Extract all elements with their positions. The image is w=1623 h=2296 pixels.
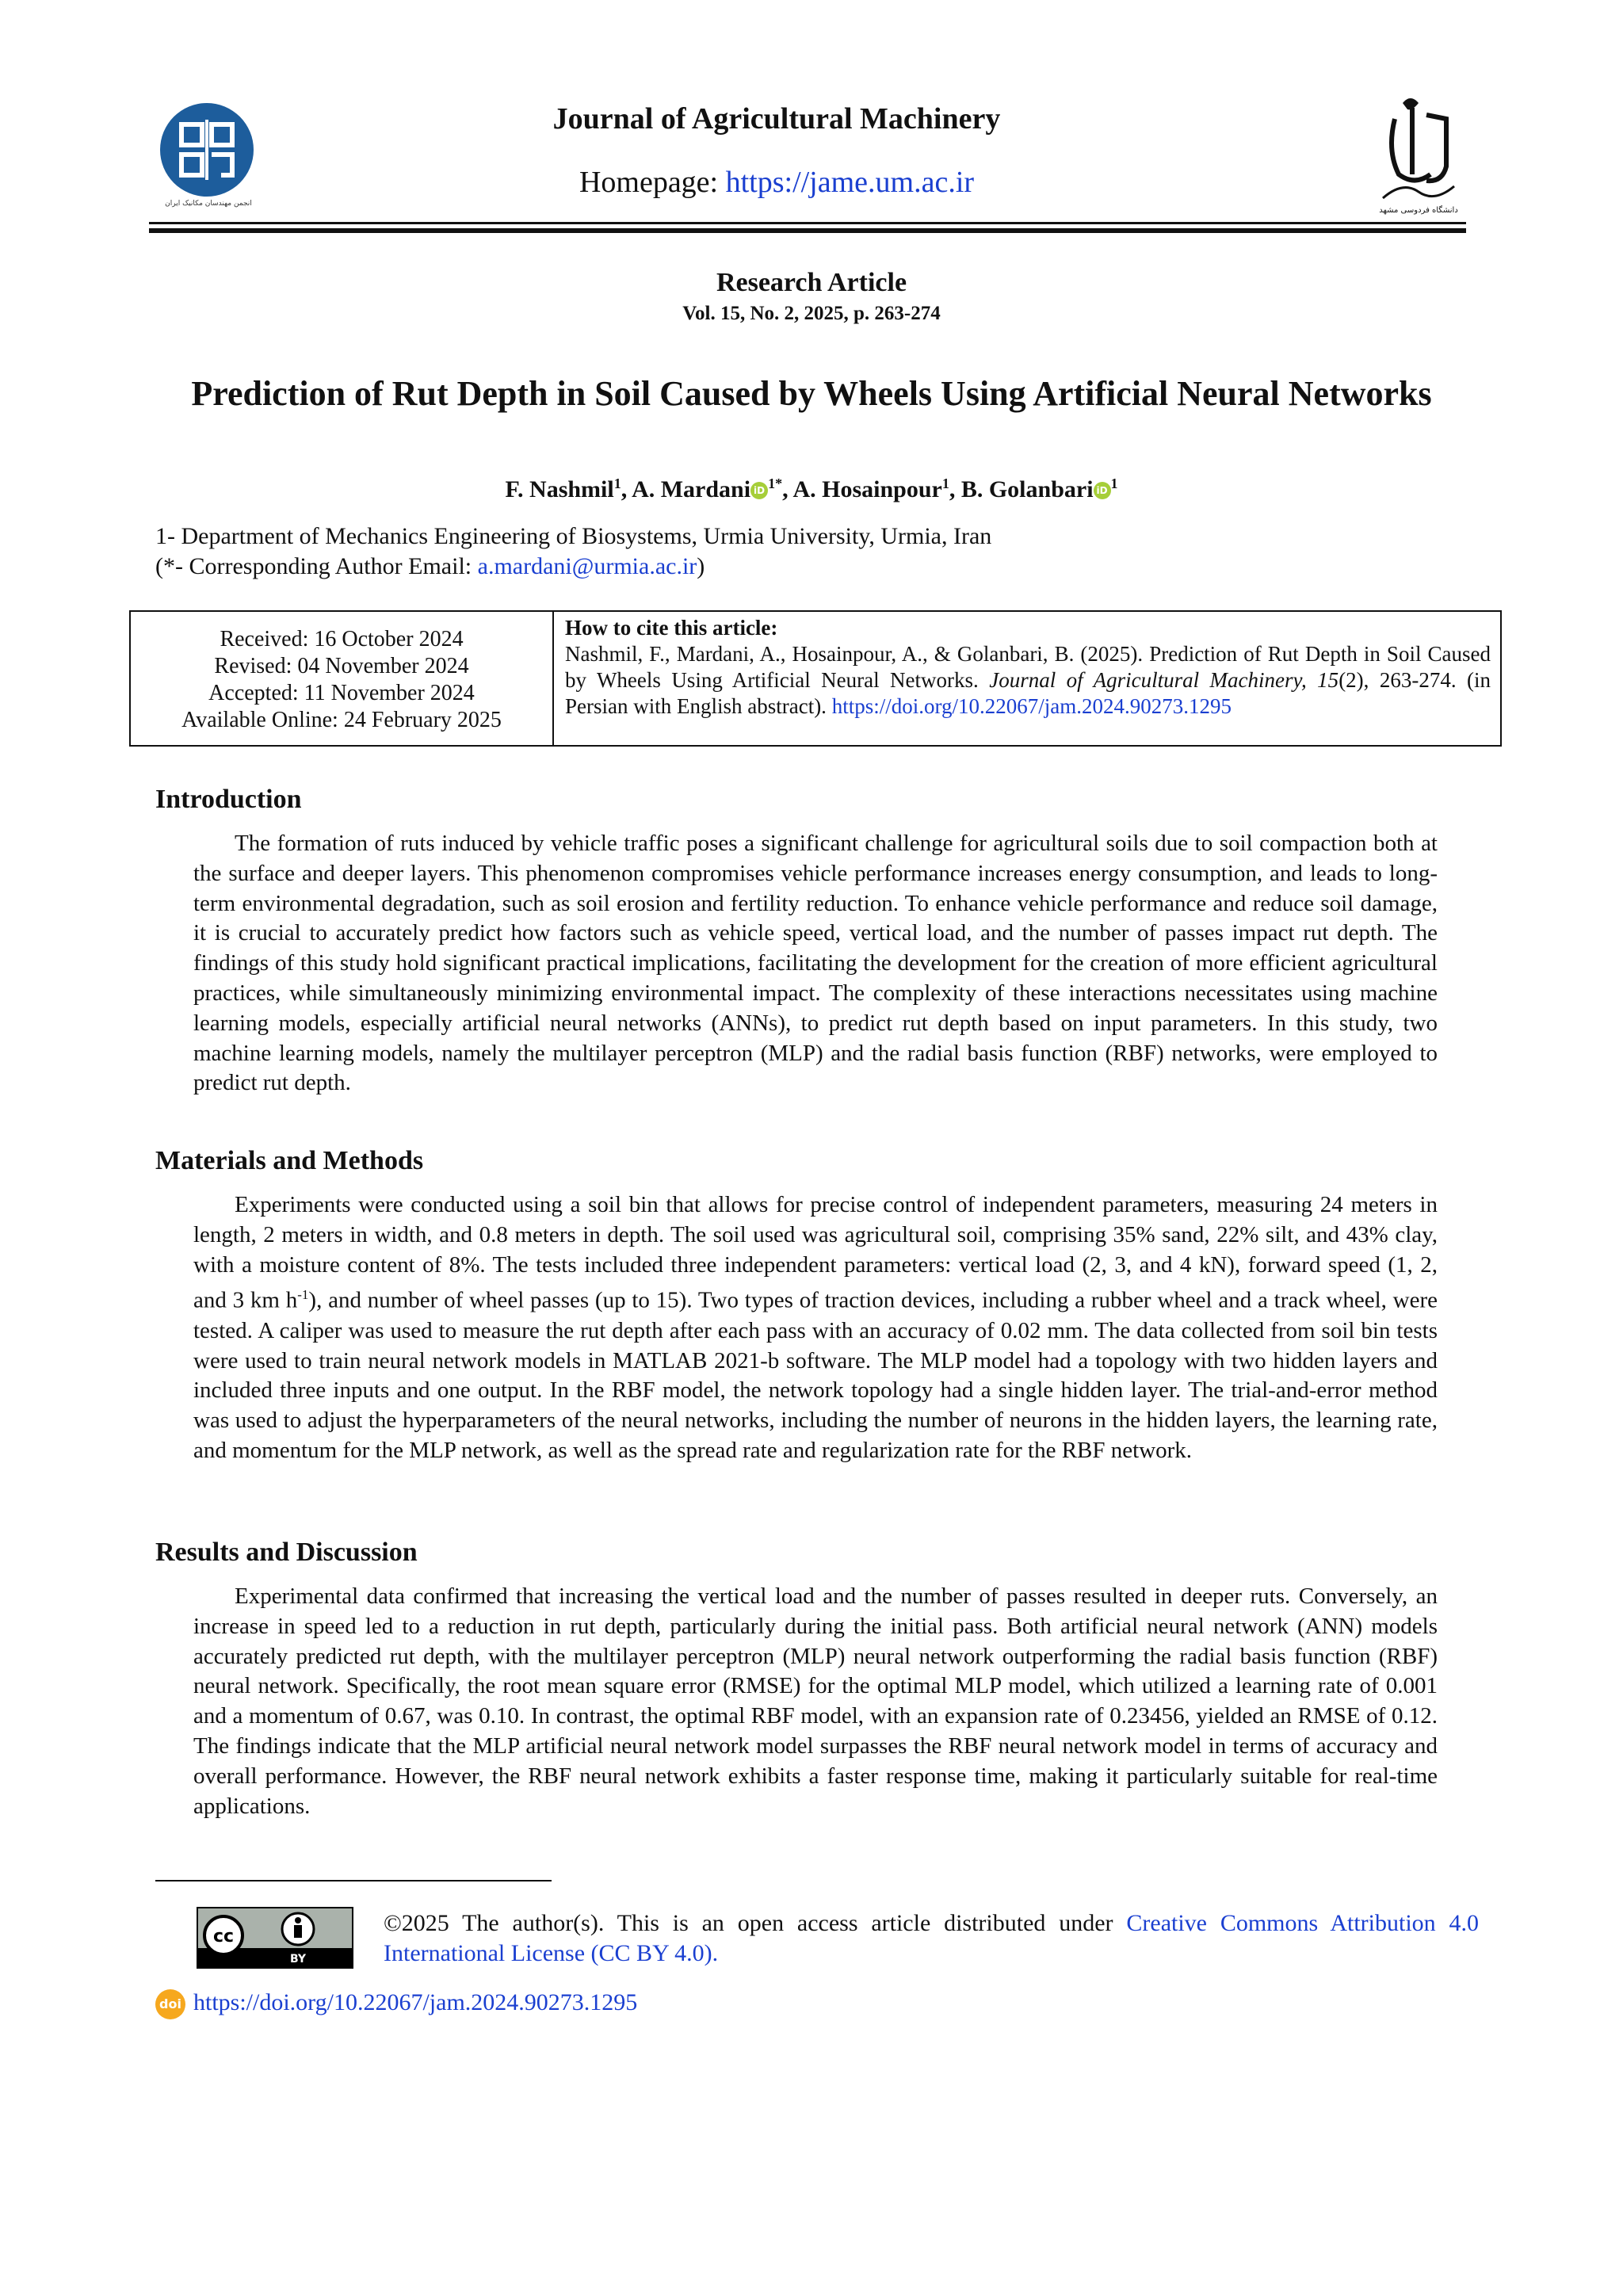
author-affil-mark: 1 — [1110, 476, 1118, 491]
cc-by-icon[interactable] — [197, 1907, 353, 1969]
online-date: Available Online: 24 February 2025 — [181, 708, 502, 732]
citation-doi-link[interactable]: https://doi.org/10.22067/jam.2024.90273.1295 — [831, 694, 1232, 718]
introduction-paragraph: The formation of ruts induced by vehicle traffic poses a significant challenge for agricultural soils due to soil compaction both at the surface and deeper layers. This phenomenon compromises vehicle performance increases energy consumption, and leads to long-term environmental degradation, such as soil erosion and fertility reduction. To enhance vehicle performance and reduce soil damage, it is crucial to accurately predict how factors such as vehicle speed, vertical load, and the number of passes impact rut depth. The findings of this study hold significant practical implications, facilitating the development for the creation of more efficient agricultural practices, while simultaneously minimizing environmental impact. The complexity of these interactions necessitates using machine learning models, especially artificial neural networks (ANNs), to predict rut depth based on input parameters. In this study, two machine learning models, namely the multilayer perceptron (MLP) and the radial basis function (RBF) networks, were employed to predict rut depth. — [193, 831, 1438, 1096]
university-logo-icon — [1371, 87, 1466, 218]
corresponding-author — [155, 552, 991, 582]
section-heading-results: Results and Discussion — [155, 1538, 418, 1567]
received-date: Received: 16 October 2024 — [220, 627, 464, 651]
header-rule-thin — [149, 222, 1466, 224]
affiliation-block — [155, 521, 991, 582]
footnote-rule — [155, 1880, 552, 1881]
accepted-date: Accepted: 11 November 2024 — [208, 681, 475, 705]
author-list: F. Nashmil$^1$, A. Mardani iD $^{1*}$, A. Hosainpour$^1$, B. Golanbari iD $^1$ — [505, 476, 1118, 502]
author-affil-mark: 1* — [768, 476, 783, 491]
journal-name: Journal of Agricultural Machinery — [552, 102, 1001, 136]
citation-text: Nashmil, F., Mardani, A., Hosainpour, A., & Golanbari, B. (2025). Prediction of Rut Depth in Soil Caused by Wheels Using Artificial Neural Networks. — [565, 642, 1491, 692]
doi-icon: doi — [155, 1989, 185, 2019]
article-type: Research Article — [716, 268, 907, 297]
svg-text:cc: cc — [212, 1927, 235, 1946]
society-logo-icon — [149, 87, 268, 218]
corresponding-prefix: (*- Corresponding Author Email: — [155, 553, 478, 579]
citation-journal: Journal of Agricultural Machinery, 15 — [989, 668, 1339, 692]
author-affil-mark: 1 — [941, 476, 949, 491]
section-heading-methods: Materials and Methods — [155, 1146, 424, 1175]
author-name: F. Nashmil — [505, 476, 614, 502]
author-name: A. Mardani — [632, 476, 751, 502]
homepage-line — [380, 165, 1173, 200]
section-heading-introduction: Introduction — [155, 785, 302, 814]
author-name: A. Hosainpour — [792, 476, 942, 502]
methods-superscript: -1 — [297, 1287, 309, 1303]
article-info-box — [129, 610, 1502, 747]
society-emblem — [160, 103, 254, 197]
orcid-icon[interactable]: iD — [750, 482, 768, 499]
citation-block — [565, 615, 1491, 720]
doi-row — [155, 1989, 637, 2019]
journal-header — [0, 0, 1623, 238]
orcid-icon[interactable]: iD — [1094, 482, 1111, 499]
university-logo-caption: دانشگاه فردوسی مشهد — [1379, 206, 1458, 215]
cc-by-label: BY — [289, 1953, 307, 1966]
corresponding-email-link[interactable]: a.mardani@urmia.ac.ir — [477, 553, 697, 579]
article-title: Prediction of Rut Depth in Soil Caused by Wheels Using Artificial Neural Networks — [191, 374, 1432, 413]
affiliation: 1- Department of Mechanics Engineering of Biosystems, Urmia University, Urmia, Iran — [155, 523, 992, 549]
results-paragraph: Experimental data confirmed that increasing the vertical load and the number of passes resulted in deeper ruts. Conversely, an increase in speed led to a reduction in rut depth, particularly during the initial pass. Both artificial neural network (ANN) models accurately predicted rut depth, with the multilayer perceptron (MLP) neural network outperforming the radial basis function (RBF) neural network. Specifically, the root mean square error (RMSE) for the optimal MLP model, which utilized a learning rate of 0.001 and a momentum of 0.67, was 0.10. In contrast, the optimal RBF model, with an expansion rate of 0.23456, yielded an RMSE of 0.12. The findings indicate that the MLP artificial neural network model surpasses the RBF neural network model in terms of accuracy and overall performance. However, the RBF neural network exhibits a faster response time, making it particularly suitable for real-time applications. — [193, 1584, 1438, 1819]
citation-heading: How to cite this article: — [565, 616, 778, 640]
revised-date: Revised: 04 November 2024 — [214, 654, 469, 678]
doi-link[interactable]: https://doi.org/10.22067/jam.2024.90273.1295 — [193, 1989, 638, 2015]
methods-text: Experiments were conducted using a soil bin that allows for precise control of independent parameters, measuring 24 meters in length, 2 meters in width, and 0.8 meters in depth. The soil used was agricultural soil, comprising 35% sand, 22% silt, and 43% clay, with a moisture content of 8%. The tests included three independent parameters: vertical load (2, 3, and 4 kN), forward speed (1, 2, and 3 km h — [193, 1192, 1438, 1314]
volume-info: Vol. 15, No. 2, 2025, p. 263-274 — [682, 303, 941, 324]
homepage-label: Homepage: — [579, 166, 726, 199]
methods-paragraph — [193, 1190, 1438, 1466]
methods-text-2: ), and number of wheel passes (up to 15). Two types of traction devices, including a rubber wheel and a track wheel, were tested. A caliper was used to measure the rut depth after each pass with an accuracy of 0.02 mm. The data collected from soil bin tests were used to train neural network models in MATLAB 2021-b software. The MLP model had a topology with two hidden layers and included three inputs and one output. In the RBF model, the network topology had a single hidden layer. The trial-and-error method was used to adjust the hyperparameters of the neural networks, including the number of neurons in the hidden layers, the learning rate, and momentum for the MLP network, as well as the spread rate and regularization rate for the RBF network. — [193, 1288, 1438, 1464]
society-logo-caption: انجمن مهندسان مکانیک ایران — [165, 200, 252, 208]
license-statement — [384, 1908, 1479, 1969]
license-text: ©2025 The author(s). This is an open access article distributed under — [384, 1910, 1127, 1936]
author-name: B. Golanbari — [960, 476, 1094, 502]
article-dates — [131, 626, 552, 734]
homepage-link[interactable]: https://jame.um.ac.ir — [725, 166, 975, 199]
license-link[interactable]: Creative Commons Attribution 4.0 International License (CC BY 4.0). — [384, 1910, 1479, 1966]
author-affil-mark: 1 — [613, 476, 621, 491]
corresponding-suffix: ) — [697, 553, 705, 579]
citation-text-2: (2), 263-274. (in Persian with English abstract). — [565, 668, 1491, 718]
header-rule-thick — [149, 228, 1466, 233]
info-box-divider — [552, 612, 554, 745]
